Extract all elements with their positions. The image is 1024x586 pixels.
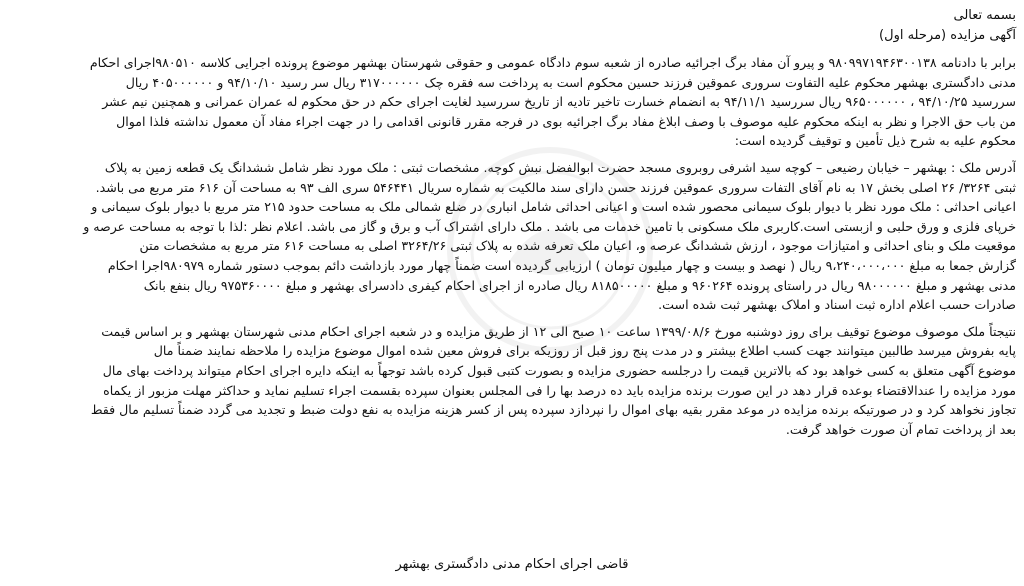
text-line: مورد مزایده را عندالاقتضاء بوعده قرار دهد در این صورت برنده مزایده باید ده درصد بها را فی المجلس بعنوان سپرده بقسمت اجراء تسلیم نماید و حداکثر مهلت مزبور از یکماه <box>103 382 1016 398</box>
text-line: پایه بفروش میرسد طالبین میتوانند جهت کسب اطلاع بیشتر و در مدت پنج روز قبل از روزیکه برای فروش معین شده اموال موضوع مزایده را ملاحظه نمایند ضمناً مال <box>153 343 1016 359</box>
text-line: اعیانی احداثی : ملک مورد نظر با دیوار بلوک سیمانی محصور شده است و اعیانی احداثی شامل انباری در ضلع شمالی ملک به مساحت حدود ۲۱۵ متر مربع با دیوار بلوک سیمانی و <box>91 199 1016 215</box>
text-line: برابر با دادنامه ۹۸۰۹۹۷۱۹۴۶۳۰۰۱۳۸ و پیرو آن مفاد برگ اجرائیه صادره از شعبه سوم دادگاه عمومی و حقوقی شهرستان بهشهر موضوع پرونده اجرایی کلاسه ۹۸۰۵۱۰اجرای احکام <box>89 55 1016 70</box>
text-line: گزارش جمعا به مبلغ ۹،۲۴۰،۰۰۰،۰۰۰ ریال ( نهصد و بیست و چهار میلیون تومان ) ارزیابی گردیده است ضمناً چهار مورد بازداشت دائم بموجب دستور شماره ۹۸۰۹۷۹اجرا احکام <box>107 257 1016 273</box>
text-line: نتیجتاً ملک موصوف موضوع توقیف برای روز دوشنبه مورخ ۱۳۹۹/۰۸/۶ ساعت ۱۰ صبح الی ۱۲ از طریق مزایده و در شعبه اجرای احکام مدنی شهرستان بهشهر و بر اساس قیمت <box>101 323 1016 339</box>
text-line: من باب حق الاجرا و نظر به اینکه محکوم علیه موصوف با وصف ابلاغ مفاد برگ اجرائیه بوی در فرجه مقرر قانونی اقدامی را در جهت اجراء مفاد آن معمول نداشته فلذا اموال <box>116 113 1016 129</box>
text-line: صادرات حسب اعلام اداره ثبت اسناد و املاک بهشهر ثبت شده است. <box>658 297 1016 313</box>
paragraph-judgment <box>8 53 1016 151</box>
text-line: تجاوز نخواهد کرد و در صورتیکه برنده مزایده در موعد مقرر بقیه بهای اموال را نپردازد سپرده پس از کسر هزینه مزایده به نفع دولت ضبط و تجدید می گردد ضمناً تسلیم مال فقط <box>90 402 1016 418</box>
document-subtitle: آگهی مزایده (مرحله اول) <box>879 28 1016 43</box>
paragraph-auction <box>8 322 1016 440</box>
text-line: سررسید ۹۴/۱۰/۲۵ ، ۹۶۵۰۰۰۰۰۰ ریال سررسید ۹۴/۱۱/۱ به انضمام خسارت تاخیر تادیه از تاریخ سررسید لغایت اجرای حکم در حق محکوم له عمران عمرانی و همچنین نیم عشر <box>102 94 1016 110</box>
document-title: بسمه تعالی <box>953 8 1016 23</box>
notice-document <box>8 6 1016 580</box>
text-line: مدنی دادگستری بهشهر محکوم علیه التفاوت سروری عموقین فرزند حسین محکوم است به پرداخت سه فقره چک ۳۱۷۰۰۰۰۰۰ ریال سر رسید ۹۴/۱۰/۱۰ و ۴۰۵۰۰۰۰۰۰ ریال <box>125 74 1016 90</box>
text-line: موقعیت ملک و بنای احداثی و امتیازات موجود ، ارزش ششدانگ عرصه و، اعیان ملک تعرفه شده به پلاک ثبتی ۳۲۶۴/۲۶ اصلی به مساحت ۶۱۶ متر مربع به مشخصات متن <box>139 238 1016 254</box>
text-line: آدرس ملک : بهشهر – خیابان رضیعی – کوچه سید اشرفی روبروی مسجد حضرت ابوالفضل نبش کوچه. مشخصات ثبتی : ملک مورد نظر شامل ششدانگ یک قطعه زمین به پلاک <box>104 159 1016 175</box>
text-line: بعد از پرداخت تمام آن صورت خواهد گرفت. <box>785 421 1016 437</box>
text-line: خرپای فلزی و ورق حلبی و ازبستی است.کاربری ملک مسکونی با تامین خدمات می باشد . ملک دارای اشتراک آب و برق و گاز می باشد. اعلام نظر :لذا با توجه به مساحت عرصه و <box>83 218 1016 234</box>
paragraph-property <box>8 158 1016 315</box>
text-line: موضوع آگهی متعلق به کسی خواهد بود که بالاترین قیمت را درجلسه حضوری مزایده و بصورت کتبی قبول کرده باشد توجهاً به اینکه دایره اجرای احکام میتواند پرداخت بهای مال <box>102 362 1016 378</box>
text-line: ثبتی ۳۲۶۴/ ۲۶ اصلی بخش ۱۷ به نام آقای التفات سروری عموقین فرزند حسن دارای سند مالکیت به شماره سریال ۵۴۶۴۴۱ سری الف ۹۳ به مساحت آن ۶۱۶ متر مربع می باشد. <box>95 179 1016 195</box>
judge-signature: قاضی اجرای احکام مدنی دادگستری بهشهر <box>395 557 629 572</box>
text-line: مدنی بهشهر و مبلغ ۹۸۰۰۰۰۰۰ ریال در راستای پرونده ۹۶۰۲۶۴ و مبلغ ۸۱۸۵۰۰۰۰۰ ریال صادره از اجرای احکام کیفری دادسرای بهشهر و مبلغ ۹۷۵۳۶۰۰۰۰ ریال بنفع بانک <box>143 277 1016 293</box>
text-line: محکوم علیه به شرح ذیل تأمین و توقیف گردیده است: <box>734 133 1016 149</box>
